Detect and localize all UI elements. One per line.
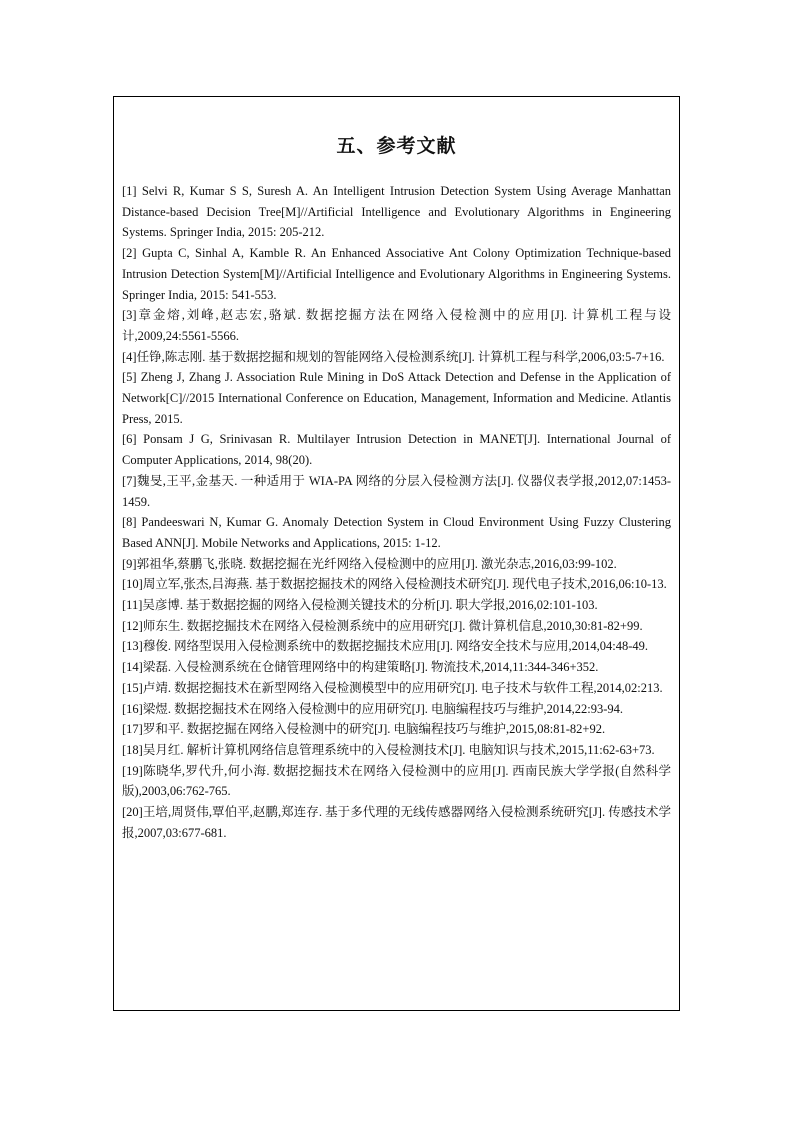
reference-item: [13]穆俊. 网络型误用入侵检测系统中的数据挖掘技术应用[J]. 网络安全技术与应用,2014,04:48-49.: [122, 639, 649, 654]
reference-item: [12]师东生. 数据挖掘技术在网络入侵检测系统中的应用研究[J]. 微计算机信息,2010,30:81-82+99.: [122, 618, 643, 633]
reference-item: [9]郭祖华,蔡鹏飞,张晓. 数据挖掘在光纤网络入侵检测中的应用[J]. 激光杂志,2016,03:99-102.: [122, 556, 617, 571]
reference-item: [6] Ponsam J G, Srinivasan R. Multilayer Intrusion Detection in MANET[J]. International Journal of Computer Applications, 2014, 98(20).: [122, 432, 671, 468]
reference-item: [11]吴彦博. 基于数据挖掘的网络入侵检测关键技术的分析[J]. 职大学报,2016,02:101-103.: [122, 598, 598, 613]
reference-item: [20]王培,周贤伟,覃伯平,赵鹏,郑连存. 基于多代理的无线传感器网络入侵检测系统研究[J]. 传感技术学报,2007,03:677-681.: [122, 805, 671, 840]
document-frame: [113, 96, 680, 1011]
reference-item: [7]魏旻,王平,金基天. 一种适用于 WIA-PA 网络的分层入侵检测方法[J]. 仪器仪表学报,2012,07:1453-1459.: [122, 473, 671, 509]
reference-list: [122, 181, 671, 844]
reference-item: [10]周立军,张杰,吕海燕. 基于数据挖掘技术的网络入侵检测技术研究[J]. 现代电子技术,2016,06:10-13.: [122, 577, 667, 592]
reference-item: [16]梁煜. 数据挖掘技术在网络入侵检测中的应用研究[J]. 电脑编程技巧与维护,2014,22:93-94.: [122, 701, 624, 716]
reference-item: [4]任铮,陈志刚. 基于数据挖掘和规划的智能网络入侵检测系统[J]. 计算机工程与科学,2006,03:5-7+16.: [122, 349, 665, 364]
reference-item: [3]章金熔,刘峰,赵志宏,骆斌. 数据挖掘方法在网络入侵检测中的应用[J]. 计算机工程与设计,2009,24:5561-5566.: [122, 308, 671, 343]
reference-item: [18]吴月红. 解析计算机网络信息管理系统中的入侵检测技术[J]. 电脑知识与技术,2015,11:62-63+73.: [122, 742, 655, 757]
reference-item: [14]梁磊. 入侵检测系统在仓储管理网络中的构建策略[J]. 物流技术,2014,11:344-346+352.: [122, 660, 599, 675]
reference-item: [17]罗和平. 数据挖掘在网络入侵检测中的研究[J]. 电脑编程技巧与维护,2015,08:81-82+92.: [122, 722, 606, 737]
reference-item: [15]卢靖. 数据挖掘技术在新型网络入侵检测模型中的应用研究[J]. 电子技术与软件工程,2014,02:213.: [122, 680, 663, 695]
reference-item: [1] Selvi R, Kumar S S, Suresh A. An Intelligent Intrusion Detection System Using Average Manhattan Distance-based Decision Tree[M]//Artificial Intelligence and Evolutionary Algorithms in Engineering Systems. Springer India, 2015: 205-212.: [122, 184, 671, 240]
reference-item: [5] Zheng J, Zhang J. Association Rule Mining in DoS Attack Detection and Defense in the Application of Network[C]//2015 International Conference on Education, Management, Information and Medicine. Atlantis Press, 2015.: [122, 370, 671, 426]
reference-item: [8] Pandeeswari N, Kumar G. Anomaly Detection System in Cloud Environment Using Fuzzy Clustering Based ANN[J]. Mobile Networks and Applications, 2015: 1-12.: [122, 515, 671, 550]
section-title: 五、参考文献: [336, 135, 457, 157]
reference-item: [19]陈晓华,罗代升,何小海. 数据挖掘技术在网络入侵检测中的应用[J]. 西南民族大学学报(自然科学版),2003,06:762-765.: [122, 763, 671, 799]
reference-item: [2] Gupta C, Sinhal A, Kamble R. An Enhanced Associative Ant Colony Optimization Technique-based Intrusion Detection System[M]//Artificial Intelligence and Evolutionary Algorithms in Engineering Systems. Springer India, 2015: 541-553.: [122, 246, 671, 302]
